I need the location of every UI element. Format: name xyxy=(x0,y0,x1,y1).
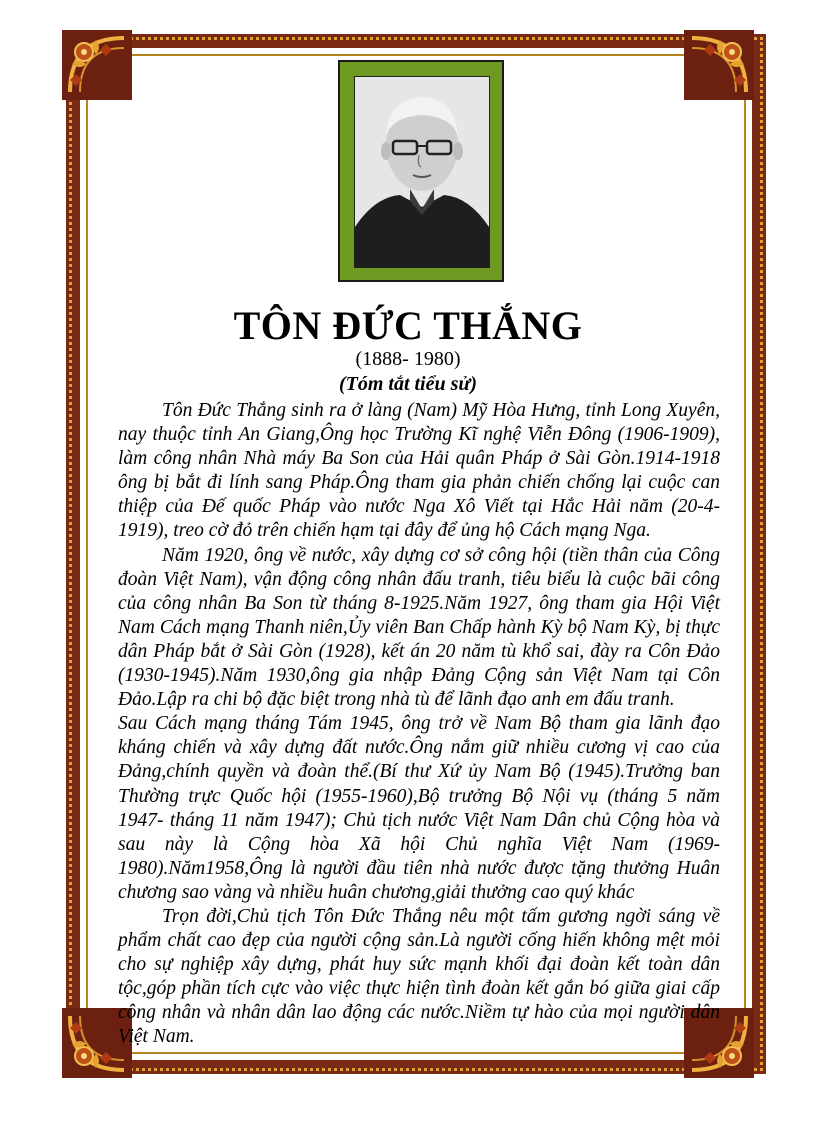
biography-body xyxy=(118,399,720,1050)
ornamental-corner-icon xyxy=(684,30,754,100)
ornamental-corner-icon xyxy=(62,30,132,100)
subtitle: (Tóm tắt tiểu sử) xyxy=(338,373,478,395)
paragraph: Sau Cách mạng tháng Tám 1945, ông trở về Nam Bộ tham gia lãnh đạo kháng chiến và xây dựng đất nước.Ông nắm giữ nhiều cương vị cao của Đảng,chính quyền và đoàn thể.(Bí thư Xứ ủy Nam Bộ (1945).Trưởng ban Thường trực Quốc hội (1955-1960),Bộ trưởng Bộ Nội vụ (tháng 5 năm 1947- tháng 11 năm 1947); Chủ tịch nước Việt Nam Dân chủ Cộng hòa và sau này là Cộng hòa Xã hội Chủ nghĩa Việt Nam (1969-1980).Năm1958,Ông là người đầu tiên nhà nước được tặng thưởng Huân chương sao vàng và nhiều huân chương,giải thưởng cao quý khác xyxy=(118,713,720,903)
portrait-photo xyxy=(354,76,490,268)
photo-frame xyxy=(338,60,504,282)
paragraph: Tôn Đức Thắng sinh ra ở làng (Nam) Mỹ Hòa Hưng, tỉnh Long Xuyên, nay thuộc tỉnh An Giang,Ông học Trường Kĩ nghệ Viễn Đông (1906-1909), làm công nhân Nhà máy Ba Son của Hải quân Pháp ở Sài Gòn.1914-1918 ông bị bắt đi lính sang Pháp.Ông tham gia phản chiến chống lại cuộc can thiệp của Đế quốc Pháp vào nước Nga Xô Viết tại Hắc Hải năm (20-4-1919), treo cờ đỏ trên chiến hạm tại đây để ủng hộ Cách mạng Nga. xyxy=(118,400,720,542)
life-years: (1888- 1980) xyxy=(355,348,461,370)
paragraph: Năm 1920, ông về nước, xây dựng cơ sở công hội (tiền thân của Công đoàn Việt Nam), vận động công nhân đấu tranh, tiêu biểu là cuộc bãi công của công nhân Ba Son từ tháng 8-1925.Năm 1927, ông tham gia Hội Việt Nam Cách mạng Thanh niên,Ủy viên Ban Chấp hành Kỳ bộ Nam Kỳ, bị thực dân Pháp bắt ở Sài Gòn (1928), kết án 20 năm tù khổ sai, đày ra Côn Đảo (1930-1945).Năm 1930,ông gia nhập Đảng Cộng sản Việt Nam tại Côn Đảo.Lập ra chi bộ đặc biệt trong nhà tù để lãnh đạo anh em đấu tranh. xyxy=(118,544,720,711)
page-title: TÔN ĐỨC THẮNG xyxy=(233,303,583,348)
paragraph: Trọn đời,Chủ tịch Tôn Đức Thắng nêu một tấm gương ngời sáng về phẩm chất cao đẹp của người cộng sản.Là người cống hiến không mệt mỏi cho sự nghiệp xây dựng, phát huy sức mạnh khối đại đoàn kết toàn dân tộc,góp phần tích cực vào việc thực hiện tình đoàn kết gắn bó giữa giai cấp công nhân và nhân dân lao động các nước.Niềm tự hào của mọi người dân Việt Nam. xyxy=(118,905,720,1048)
